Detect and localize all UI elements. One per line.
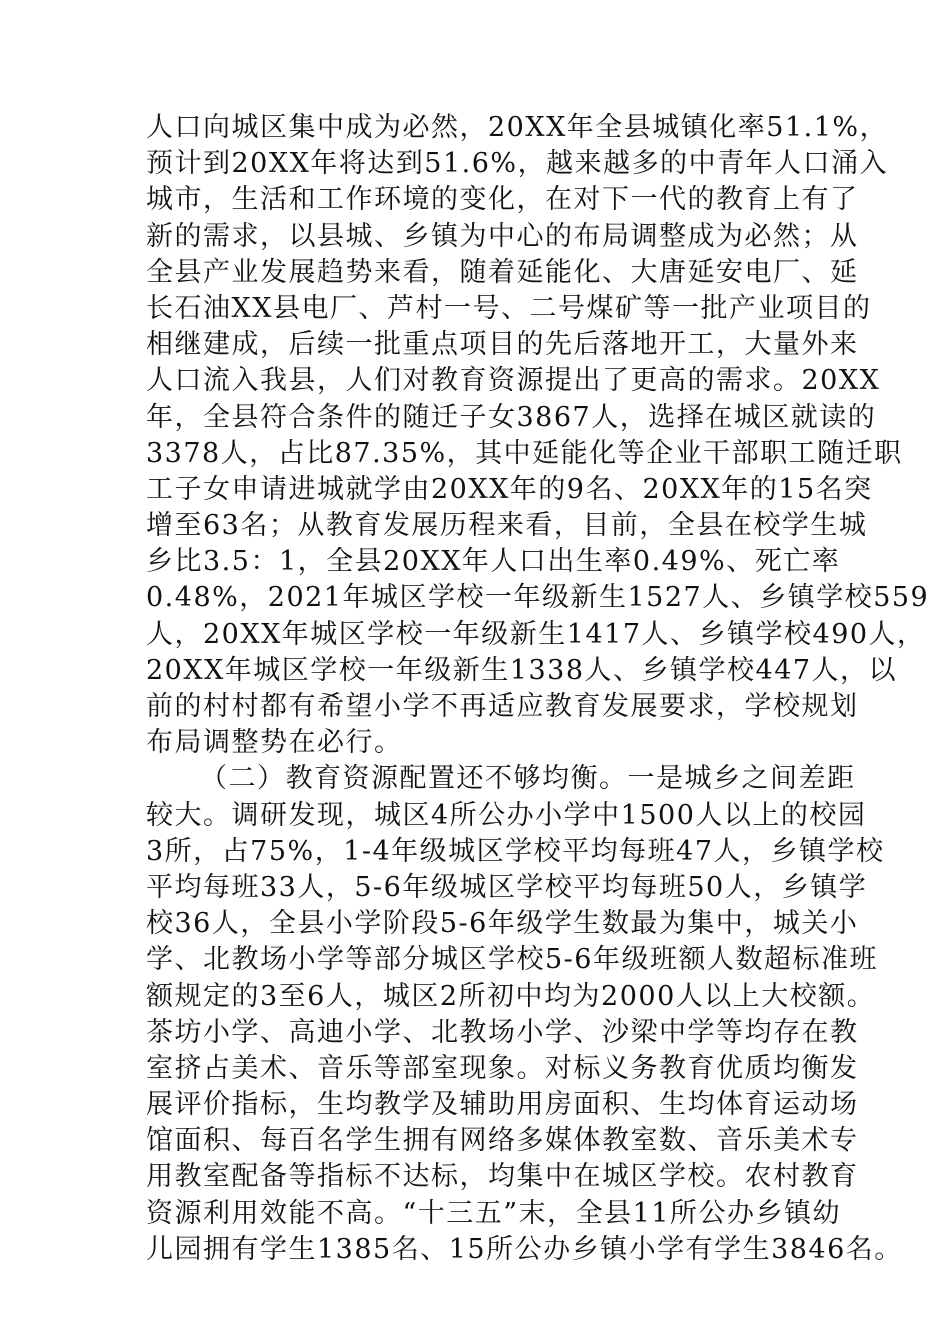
- text-line: 用教室配备等指标不达标，均集中在城区学校。农村教育: [146, 1161, 859, 1193]
- text-line: 城市，生活和工作环境的变化，在对下一代的教育上有了: [146, 184, 859, 216]
- text-line: 室挤占美术、音乐等部室现象。对标义务教育优质均衡发: [146, 1052, 859, 1084]
- text-line: 年，全县符合条件的随迁子女3867人，选择在城区就读的: [146, 401, 877, 433]
- text-line: 展评价指标，生均教学及辅助用房面积、生均体育运动场: [146, 1089, 859, 1121]
- text-line: 儿园拥有学生1385名、15所公办乡镇小学有学生3846名。: [146, 1233, 903, 1265]
- text-line: 馆面积、每百名学生拥有网络多媒体教室数、音乐美术专: [146, 1125, 859, 1157]
- text-line: 3378人，占比87.35%，其中延能化等企业干部职工随迁职: [146, 437, 903, 469]
- paragraph-2: [146, 761, 903, 1268]
- document-body: [146, 110, 930, 1268]
- section-heading-line: （二）教育资源配置还不够均衡。一是城乡之间差距: [200, 763, 856, 795]
- text-line: 长石油XX县电厂、芦村一号、二号煤矿等一批产业项目的: [146, 292, 872, 324]
- text-line: 资源利用效能不高。“十三五”末，全县11所公办乡镇幼: [146, 1197, 841, 1229]
- text-line: 20XX年城区学校一年级新生1338人、乡镇学校447人，以: [146, 654, 898, 686]
- text-line: 全县产业发展趋势来看，随着延能化、大唐延安电厂、延: [146, 256, 859, 288]
- text-line: 新的需求，以县城、乡镇为中心的布局调整成为必然；从: [146, 220, 859, 252]
- text-line: 校36人，全县小学阶段5-6年级学生数最为集中，城关小: [146, 908, 859, 940]
- text-line: 人，20XX年城区学校一年级新生1417人、乡镇学校490人，: [146, 618, 926, 650]
- text-line: 3所，占75%，1-4年级城区学校平均每班47人，乡镇学校: [146, 835, 885, 867]
- text-line: 平均每班33人，5-6年级城区学校平均每班50人，乡镇学: [146, 871, 868, 903]
- text-line: 0.48%，2021年城区学校一年级新生1527人、乡镇学校559: [146, 582, 930, 614]
- text-line: 人口向城区集中成为必然，20XX年全县城镇化率51.1%，: [146, 112, 889, 143]
- text-line: 前的村村都有希望小学不再适应教育发展要求，学校规划: [146, 691, 859, 722]
- text-line: 人口流入我县，人们对教育资源提出了更高的需求。20XX: [146, 365, 881, 397]
- paragraph-1: [146, 110, 930, 761]
- text-line: 增至63名；从教育发展历程来看，目前，全县在校学生城: [146, 510, 868, 542]
- text-line: 额规定的3至6人，城区2所初中均为2000人以上大校额。: [146, 980, 876, 1012]
- text-line: 预计到20XX年将达到51.6%，越来越多的中青年人口涌入: [146, 148, 889, 180]
- text-line: 相继建成，后续一批重点项目的先后落地开工，大量外来: [146, 329, 859, 361]
- text-line: 较大。调研发现，城区4所公办小学中1500人以上的校园: [146, 799, 867, 831]
- text-line: 学、北教场小学等部分城区学校5-6年级班额人数超标准班: [146, 944, 878, 976]
- text-line: 工子女申请进城就学由20XX年的9名、20XX年的15名突: [146, 473, 873, 505]
- text-line: 乡比3.5：1，全县20XX年人口出生率0.49%、死亡率: [146, 546, 841, 578]
- text-line: 布局调整势在必行。: [146, 727, 403, 759]
- text-line: 茶坊小学、高迪小学、北教场小学、沙梁中学等均存在教: [146, 1016, 859, 1048]
